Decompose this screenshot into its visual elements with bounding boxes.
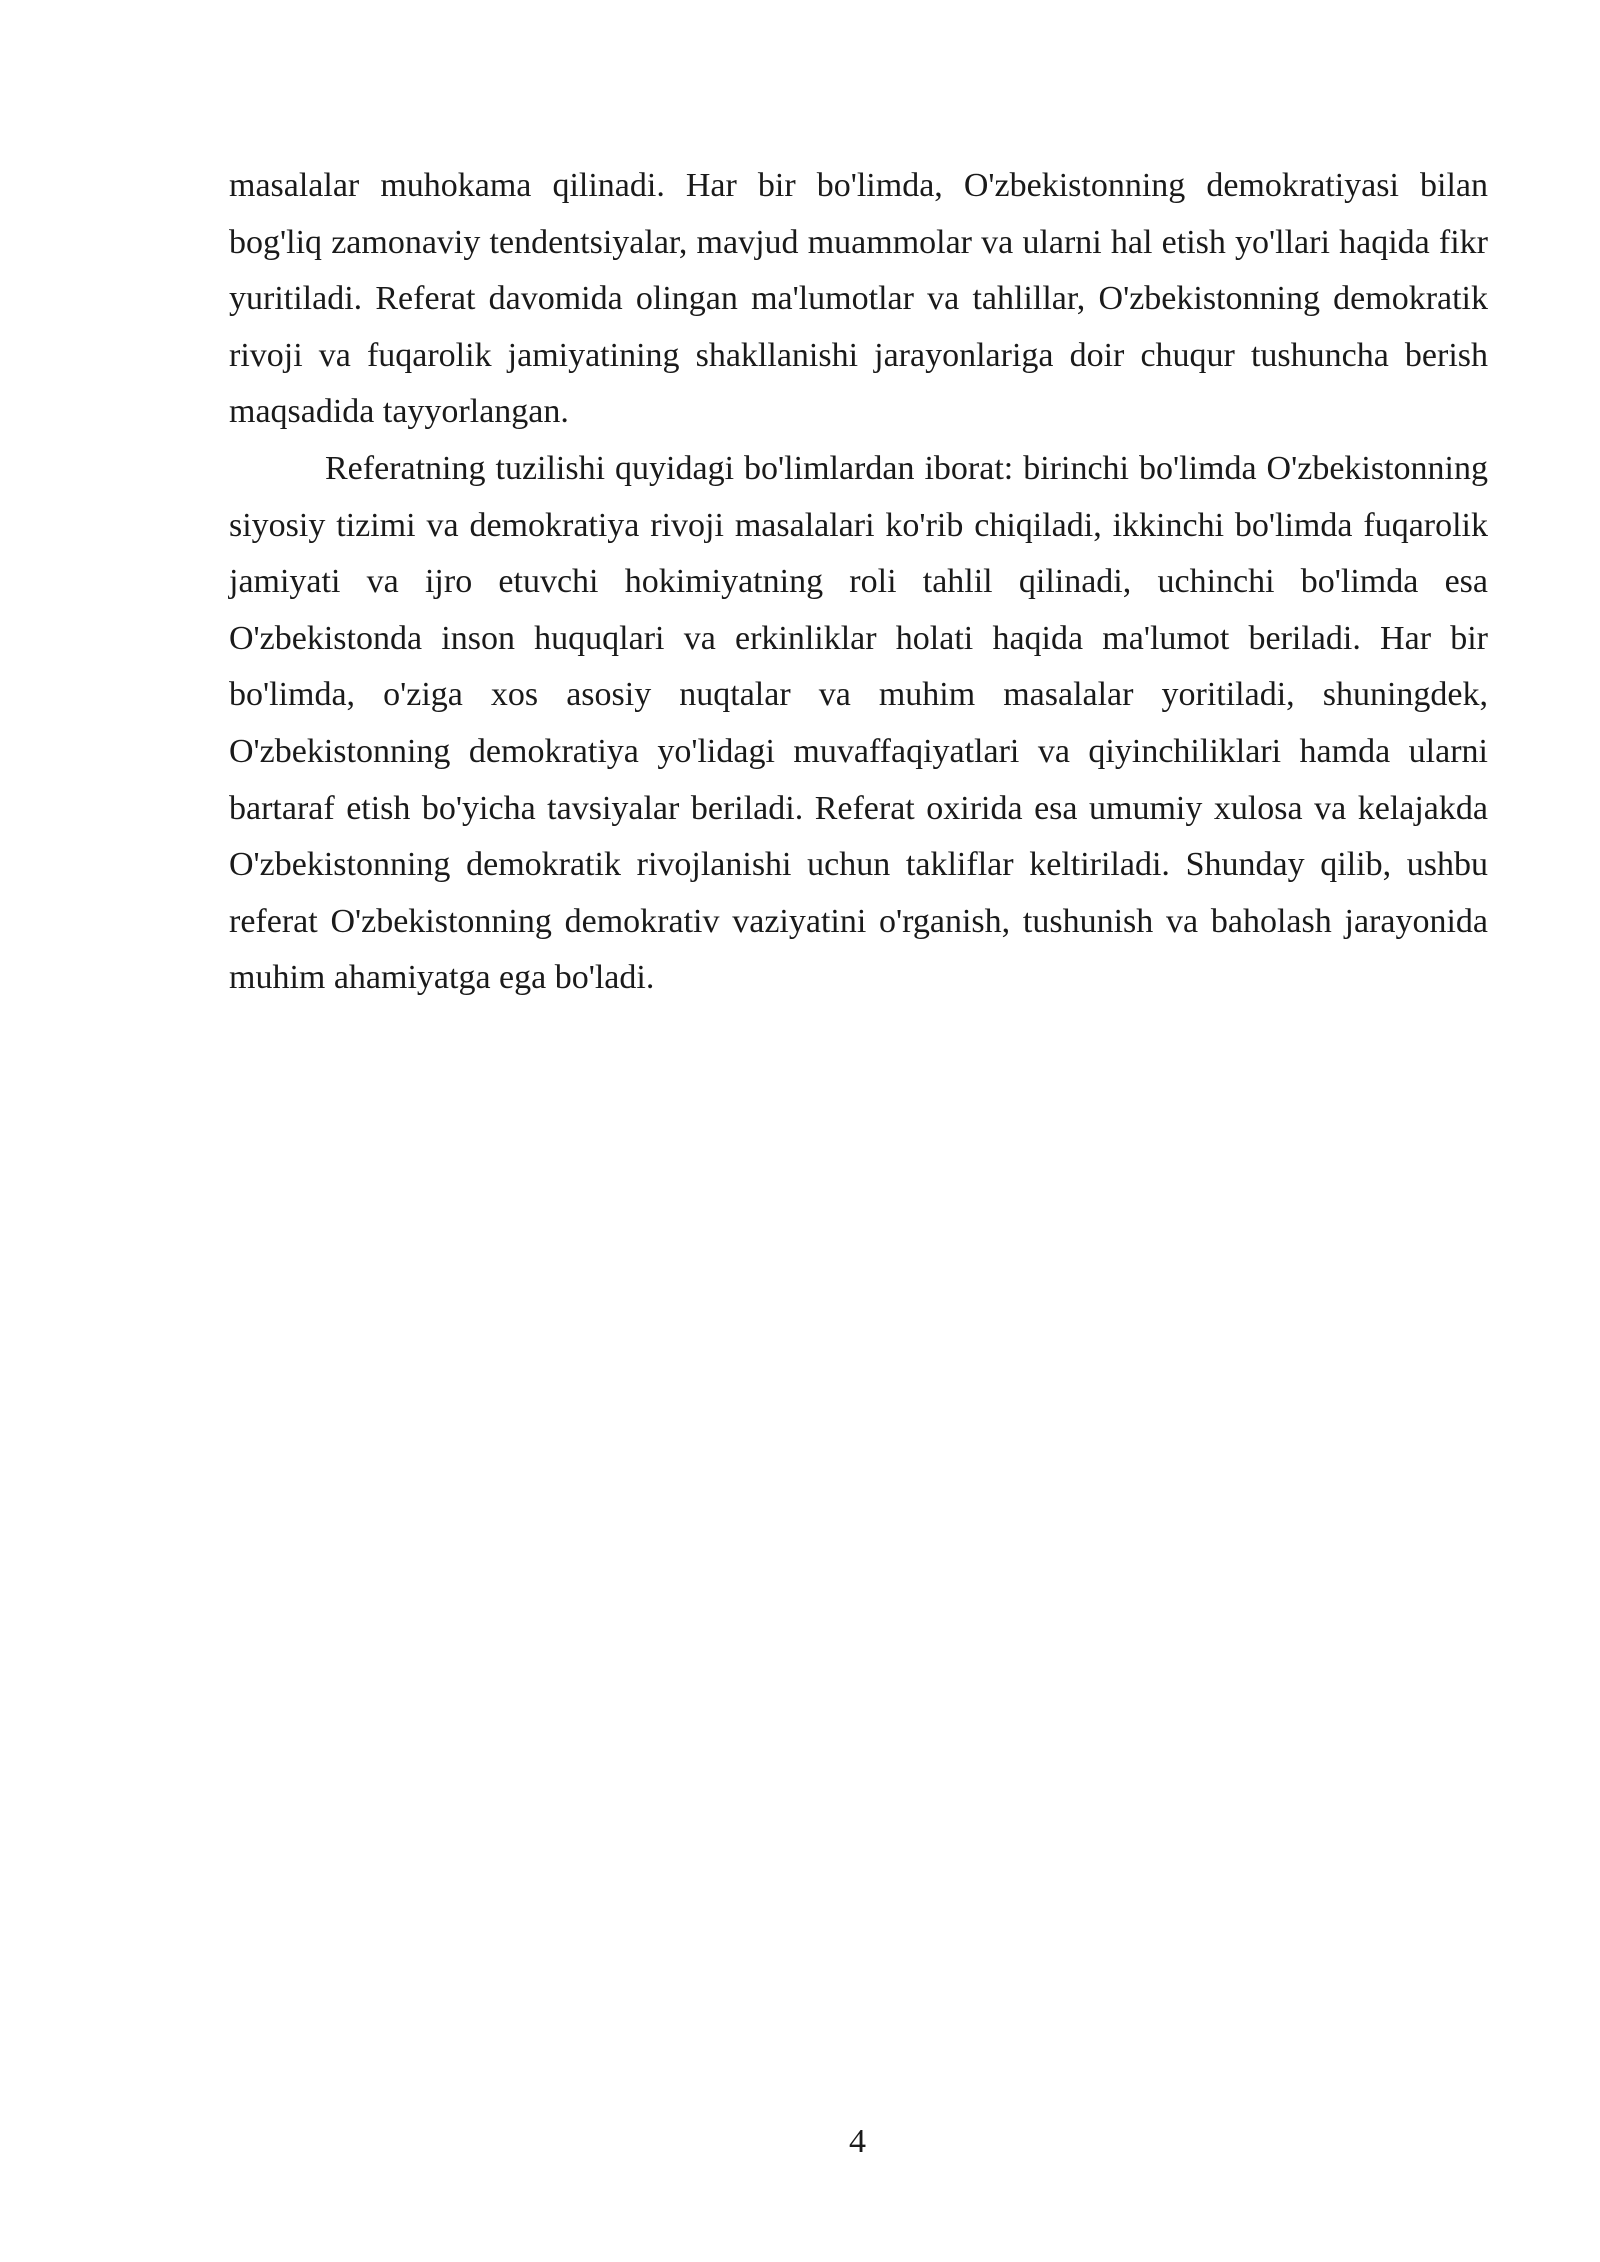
paragraph-structure: Referatning tuzilishi quyidagi bo'limlardan iborat: birinchi bo'limda O'zbekistonning siyosiy tizimi va demokratiya rivoji masalalari ko'rib chiqiladi, ikkinchi bo'limda fuqarolik jamiyati va ijro etuvchi hokimiyatning roli tahlil qilinadi, uchinchi bo'limda esa O'zbekistonda inson huquqlari va erkinliklar holati haqida ma'lumot beriladi. Har bir bo'limda, o'ziga xos asosiy nuqtalar va muhim masalalar yoritiladi, shuningdek, O'zbekistonning demokratiya yo'lidagi muvaffaqiyatlari va qiyinchiliklari hamda ularni bartaraf etish bo'yicha tavsiyalar beriladi. Referat oxirida esa umumiy xulosa va kelajakda O'zbekistonning demokratik rivojlanishi uchun takliflar keltiriladi. Shunday qilib, ushbu referat O'zbekistonning demokrativ vaziyatini o'rganish, tushunish va baholash jarayonida muhim ahamiyatga ega bo'ladi.: [229, 449, 1488, 997]
document-body: [229, 158, 1488, 1007]
paragraph-continuation: masalalar muhokama qilinadi. Har bir bo'limda, O'zbekistonning demokratiyasi bilan bog'liq zamonaviy tendentsiyalar, mavjud muammolar va ularni hal etish yo'llari haqida fikr yuritiladi. Referat davomida olingan ma'lumotlar va tahlillar, O'zbekistonning demokratik rivoji va fuqarolik jamiyatining shakllanishi jarayonlariga doir chuqur tushuncha berish maqsadida tayyorlangan.: [229, 167, 1488, 431]
page-number: 4: [849, 2123, 866, 2160]
